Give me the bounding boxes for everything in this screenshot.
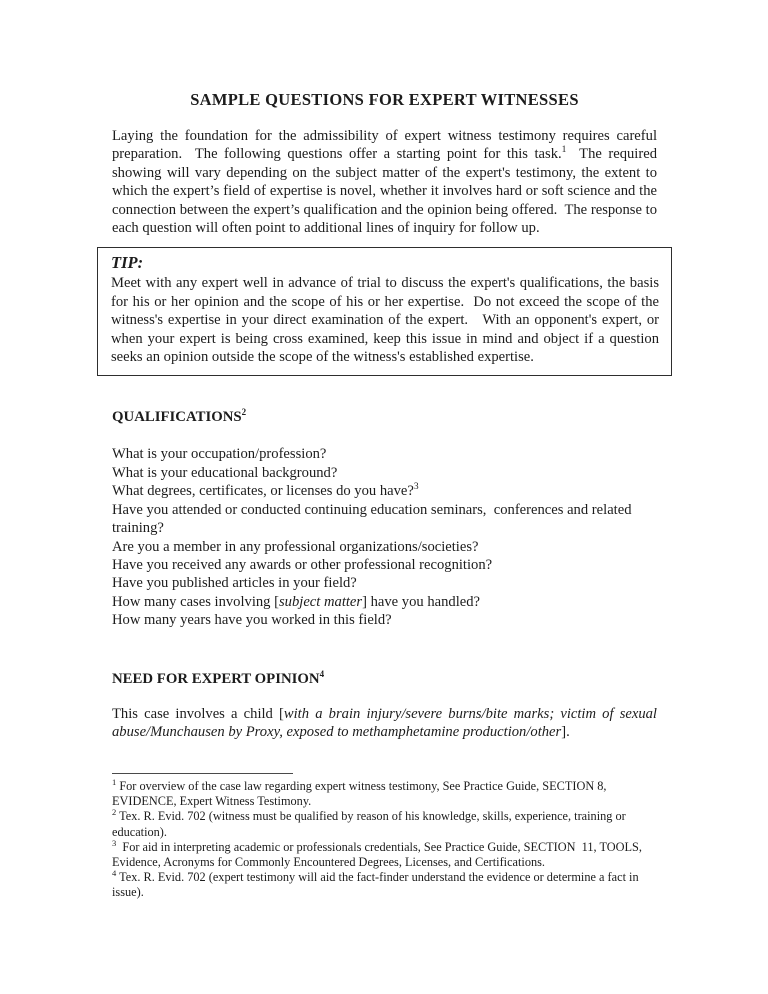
intro-paragraph: Laying the foundation for the admissibility of expert witness testimony requires careful preparation. The following questions offer a starting point for this task.$^1$ The required showing will vary depending on the subject matter of the expert's testimony, the extent to which the expert’s field of expertise is novel, whether it involves hard or soft science and the connection between the expert’s qualification and the opinion being offered. The response to each question will often point to additional lines of inquiry for follow up. <box>112 128 657 237</box>
footnote-separator <box>112 773 293 774</box>
footnote <box>112 837 657 870</box>
question-line: How many years have you worked in this field? <box>112 612 392 629</box>
document-title: SAMPLE QUESTIONS FOR EXPERT WITNESSES <box>190 90 579 109</box>
footnote-text: Tex. R. Evid. 702 (witness must be qualified by reason of his knowledge, skills, experience, training or education). <box>112 809 626 839</box>
tip-label: TIP: <box>111 253 144 273</box>
question-line: Have you attended or conducted continuing education seminars, conferences and related training? <box>112 501 632 537</box>
heading-footnote-ref: 4 <box>319 668 325 679</box>
footnote <box>112 776 657 809</box>
footnote-number: 3 <box>112 837 117 848</box>
section-heading-need-for-expert-opinion <box>112 668 657 688</box>
questions-list <box>112 445 657 629</box>
question-line: Have you published articles in your field? <box>112 575 357 592</box>
question-line: What is your occupation/profession? <box>112 446 327 463</box>
heading-footnote-ref: 2 <box>241 407 247 418</box>
question-line: What degrees, certificates, or licenses do you have?$^3$ <box>112 482 419 500</box>
footnote-text: For overview of the case law regarding expert witness testimony, See Practice Guide, SECTION 8, EVIDENCE, Expert Witness Testimony. <box>112 779 607 809</box>
footnote <box>112 809 657 839</box>
footnote-text: For aid in interpreting academic or professionals credentials, See Practice Guide, SECTION 11, TOOLS, Evidence, Acronyms for Commonly Encountered Degrees, Licenses, and Certifications. <box>112 839 642 870</box>
footnotes-block <box>112 773 657 901</box>
question-line: Are you a member in any professional organizations/societies? <box>112 538 479 555</box>
question-line: Have you received any awards or other professional recognition? <box>112 556 493 573</box>
need-paragraph: This case involves a child [with a brain injury/severe burns/bite marks; victim of sexual abuse/Munchausen by Proxy, exposed to methamphetamine production/other]. <box>112 705 657 740</box>
footnote-text: Tex. R. Evid. 702 (expert testimony will aid the fact-finder understand the evidence or determine a fact in issue). <box>112 870 639 900</box>
tip-box <box>97 247 672 376</box>
section-heading-qualifications <box>112 409 657 426</box>
tip-body: Meet with any expert well in advance of trial to discuss the expert's qualifications, the basis for his or her opinion and the scope of his or her expertise. Do not exceed the scope of the witness's expertise in your direct examination of the expert. With an opponent's expert, or when your expert is being cross examined, keep this issue in mind and object if a question seeks an opinion outside the scope of the witness's established expertise. <box>111 275 659 366</box>
footnote-number: 1 <box>112 776 117 787</box>
heading-text: NEED FOR EXPERT OPINION <box>112 670 320 687</box>
question-line: How many cases involving [subject matter] have you handled? <box>112 593 481 610</box>
footnote-number: 2 <box>112 807 117 818</box>
footnote-number: 4 <box>112 868 117 879</box>
question-line: What is your educational background? <box>112 464 338 481</box>
footnote <box>112 870 657 900</box>
heading-text: QUALIFICATIONS <box>112 409 242 426</box>
